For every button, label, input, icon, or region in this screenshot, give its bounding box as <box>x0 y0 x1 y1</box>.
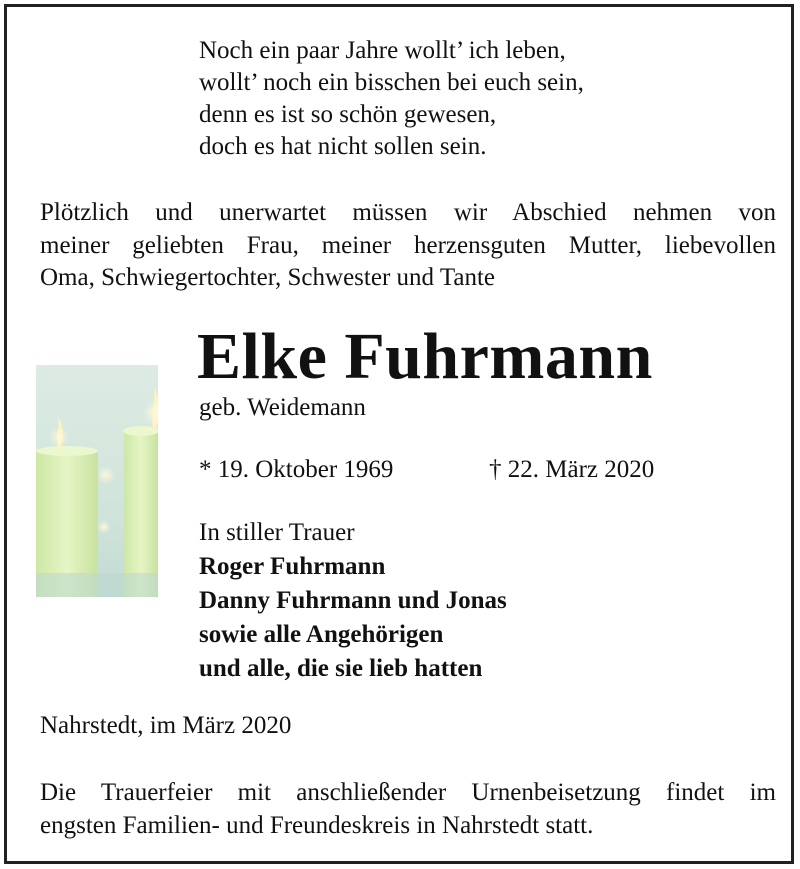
birth-date: * 19. Oktober 1969 <box>199 456 394 483</box>
poem-line: Noch ein paar Jahre wollt’ ich leben, <box>199 37 566 64</box>
obituary-notice <box>4 4 794 864</box>
mourners-heading: In stiller Trauer <box>199 519 355 546</box>
deceased-name: Elke Fuhrmann <box>197 320 653 393</box>
funeral-line: Die Trauerfeier mit anschließender Urnenbeisetzung findet im <box>40 779 776 806</box>
mourner-name: und alle, die sie lieb hatten <box>199 655 483 682</box>
candles-image <box>36 365 158 597</box>
birth-name: geb. Weidemann <box>199 394 366 421</box>
intro-line: Plötzlich und unerwartet müssen wir Abschied nehmen von <box>40 199 776 226</box>
poem-line: denn es ist so schön gewesen, <box>199 101 497 128</box>
intro-line: Oma, Schwiegertochter, Schwester und Tante <box>40 264 495 291</box>
intro-line: meiner geliebten Frau, meiner herzensguten Mutter, liebevollen <box>40 231 776 259</box>
funeral-line: engsten Familien- und Freundeskreis in Nahrstedt statt. <box>40 811 594 839</box>
intro-text <box>40 197 776 295</box>
poem-line: doch es hat nicht sollen sein. <box>199 133 487 160</box>
poem-line: wollt’ noch ein bisschen bei euch sein, <box>199 69 584 96</box>
poem <box>199 35 584 163</box>
mourner-name: Roger Fuhrmann <box>199 553 386 580</box>
death-date: † 22. März 2020 <box>489 456 655 483</box>
funeral-info <box>40 777 776 842</box>
place-date: Nahrstedt, im März 2020 <box>40 712 292 739</box>
mourner-name: Danny Fuhrmann und Jonas <box>199 587 507 614</box>
mourners <box>199 516 507 686</box>
mourner-name: sowie alle Angehörigen <box>199 621 444 648</box>
